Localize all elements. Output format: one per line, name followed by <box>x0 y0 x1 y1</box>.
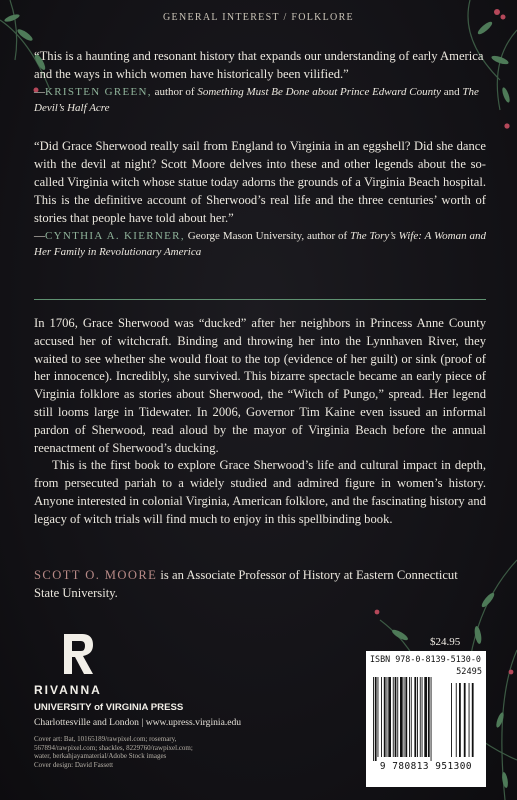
blurb-author-name: KRISTEN GREEN, <box>45 86 152 98</box>
blurb-cynthia-kierner <box>34 137 486 260</box>
blurb-kristen-green <box>34 47 486 116</box>
barcode-number: 9 780813 951300 <box>379 761 473 772</box>
barcode-bar <box>414 677 416 757</box>
barcode-bars <box>371 677 481 761</box>
publisher-name: UNIVERSITY of VIRGINIA PRESS <box>34 702 184 713</box>
barcode <box>366 651 486 787</box>
author-bio <box>34 567 486 603</box>
author-bio-text: is an Associate Professor of History at Eastern Connecticut State University. <box>34 568 458 600</box>
barcode-bar <box>420 677 421 757</box>
section-divider <box>34 299 486 300</box>
isbn-label: ISBN 978-0-8139-5130-0 <box>370 654 481 664</box>
price-addon-code: 52495 <box>456 667 482 677</box>
blurb-attribution <box>34 84 486 116</box>
book-title: The Tory’s Wife: A Woman and Her Family in Revolutionary America <box>34 230 486 258</box>
barcode-bar <box>431 677 432 761</box>
barcode-bar <box>373 677 374 761</box>
book-title: Something Must Be Done about Prince Edward County <box>197 86 442 98</box>
barcode-bar <box>424 677 427 757</box>
barcode-bar <box>411 677 412 757</box>
barcode-bar <box>393 677 394 757</box>
addon-bar <box>456 683 457 757</box>
addon-bar <box>459 683 461 757</box>
imprint-name: RIVANNA <box>34 683 102 697</box>
book-title: The Devil’s Half Acre <box>34 86 479 114</box>
price: $24.95 <box>430 636 461 648</box>
barcode-bar <box>395 677 397 757</box>
attribution-dash: — <box>34 230 45 242</box>
barcode-bar <box>378 677 379 757</box>
cover-design-credit: Cover design: David Fassett <box>34 760 114 769</box>
publisher-location: Charlottesville and London | www.upress.virginia.edu <box>34 717 242 728</box>
addon-bar <box>451 683 452 757</box>
cover-art-credit: Cover art: Bat, 10165189/rawpixel.com; rosemary, 567894/rawpixel.com; shackles, 8229760/rawpixel.com; water, berkahjayamaterial/Adobe Stock images <box>34 735 193 761</box>
description-paragraph-1: In 1706, Grace Sherwood was “ducked” after her neighbors in Princess Anne County accused her of witchcraft. Binding and throwing her into the Lynnhaven River, they waited to see whether she would float to the top (evidence of her guilt) or sink (proof of her innocence). Incredibly, she survived. This bizarre spectacle became an early piece of Virginia folklore as stories about Sherwood, the “Witch of Pungo,” spread. Her legend still looms large in Tidewater. In 2006, Governor Tim Kaine even issued an informal pardon of Sherwood, read aloud by the mayor of Virginia Beach before the annual reenactment of Sherwood’s ducking. <box>34 316 486 455</box>
cover-credits <box>34 735 194 769</box>
barcode-bar <box>409 677 410 757</box>
book-description <box>34 315 486 529</box>
barcode-bar <box>375 677 377 761</box>
author-name: SCOTT O. MOORE <box>34 568 158 582</box>
blurb-author-role: George Mason University, author of <box>184 230 351 242</box>
addon-bar <box>469 683 470 757</box>
barcode-bar <box>400 677 403 757</box>
addon-bar <box>472 683 474 757</box>
barcode-bar <box>417 677 418 757</box>
barcode-bar <box>404 677 405 757</box>
blurb-text: “Did Grace Sherwood really sail from England to Virginia in an eggshell? Did she dance with the devil at night? Scott Moore delves into these and other legends about the so-called Virginia witch whose statue today adorns the grounds of a Virginia Beach hospital. This is the definitive account of Sherwood’s real life and the three centuries’ worth of stories that people have told about her.” <box>34 139 486 225</box>
barcode-bar <box>384 677 386 757</box>
blurb-text: “This is a haunting and resonant history that expands our understanding of early America and the ways in which women have historically been vilified.” <box>34 49 484 81</box>
barcode-bar <box>381 677 382 757</box>
barcode-bar <box>397 677 398 757</box>
blurb-author-name: CYNTHIA A. KIERNER, <box>45 230 185 242</box>
attribution-dash: — <box>34 86 45 98</box>
barcode-bar <box>428 677 430 757</box>
description-paragraph-2: This is the first book to explore Grace Sherwood’s life and cultural impact in depth, from persecuted pariah to a widely studied and admired figure in women’s history. Anyone interested in colonial Virginia, American folklore, and the fascinating history and legacy of witch trials will find much to enjoy in this spellbinding book. <box>34 458 486 526</box>
conjunction: and <box>441 86 463 98</box>
barcode-bar <box>387 677 388 757</box>
barcode-bar <box>405 677 407 757</box>
addon-bar <box>464 683 466 757</box>
barcode-bar <box>388 677 391 757</box>
rivanna-logo-icon <box>60 632 96 676</box>
genre-label: GENERAL INTEREST / FOLKLORE <box>163 12 354 23</box>
blurb-attribution <box>34 228 486 260</box>
blurb-author-role: author of <box>151 86 198 98</box>
barcode-bar <box>422 677 423 757</box>
